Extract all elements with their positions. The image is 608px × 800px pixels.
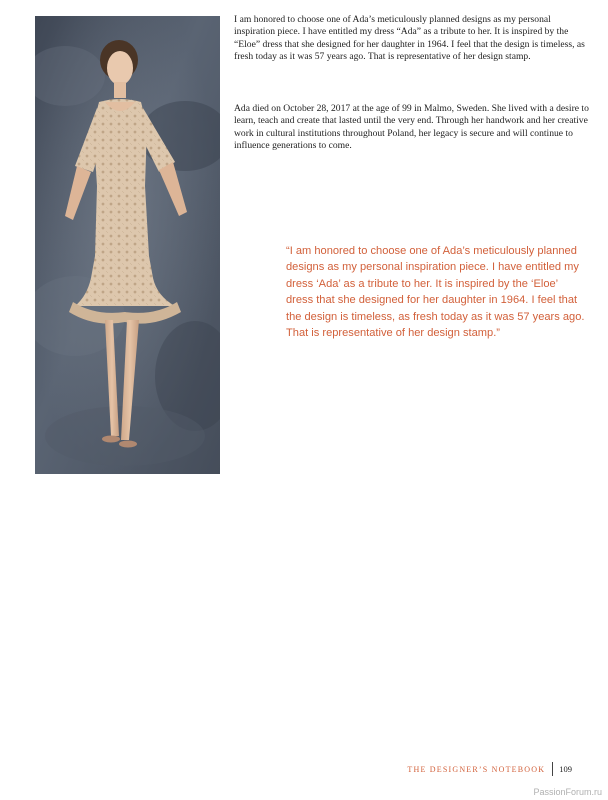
running-head: THE DESIGNER’S NOTEBOOK <box>407 764 546 774</box>
watermark: PassionForum.ru <box>533 787 602 797</box>
page-number: 109 <box>559 764 572 774</box>
model-photo <box>35 16 220 474</box>
page-footer <box>407 762 572 776</box>
body-paragraph-2: Ada died on October 28, 2017 at the age of 99 in Malmo, Sweden. She lived with a desire to learn, teach and create that lasted until the very end. Through her handwork and her creative work in cultural institutions throughout Poland, her legacy is secure and will continue to influence generations to come. <box>234 103 589 152</box>
body-paragraph-1: I am honored to choose one of Ada’s meticulously planned designs as my personal inspiration piece. I have entitled my dress “Ada” as a tribute to her. It is inspired by the “Eloe” dress that she designed for her daughter in 1964. I feel that the design is timeless, as fresh today as it was 57 years ago. That is representative of her design stamp. <box>234 14 585 63</box>
pull-quote: “I am honored to choose one of Ada’s meticulously planned designs as my personal inspiration piece. I have entitled my dress ‘Ada’ as a tribute to her. It is inspired by the ‘Eloe’ dress that she designed for her daughter in 1964. I feel that the design is timeless, as fresh today as it was 57 years ago. That is representative of her design stamp.” <box>286 245 585 340</box>
footer-divider <box>552 762 553 776</box>
